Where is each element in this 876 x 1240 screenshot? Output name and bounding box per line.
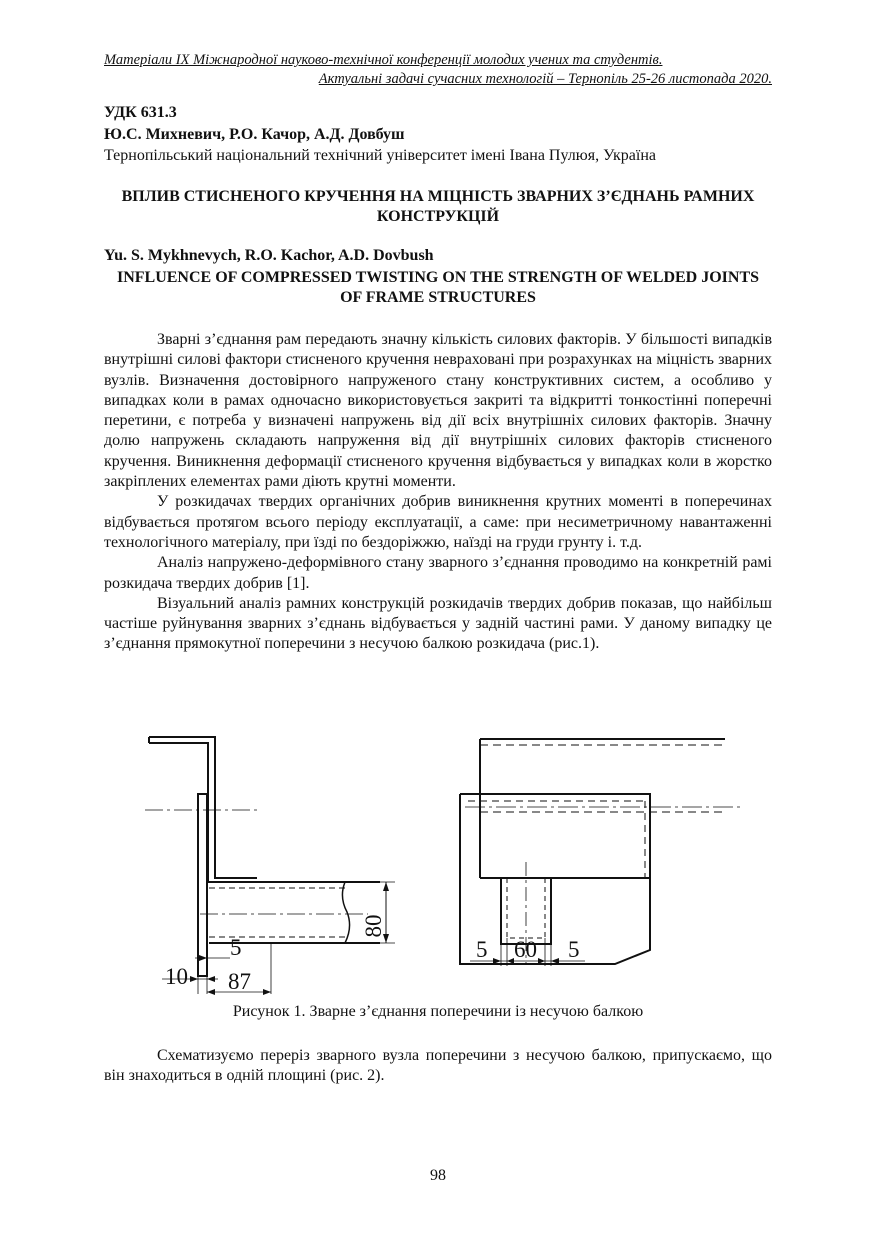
figure-caption: Рисунок 1. Зварне з’єднання поперечини із несучою балкою <box>232 1003 644 1020</box>
title-ua: ВПЛИВ СТИСНЕНОГО КРУЧЕННЯ НА МІЦНІСТЬ ЗВАРНИХ З’ЄДНАНЬ РАМНИХ КОНСТРУКЦІЙ <box>121 188 755 225</box>
dim-label-5-right-a: 5 <box>476 937 488 962</box>
bracket-outline <box>149 737 257 878</box>
bracket-inner <box>149 743 257 882</box>
affiliation: Тернопільський національний технічний університет імені Івана Пулюя, Україна <box>104 147 656 164</box>
paragraph: Аналіз напружено-деформівного стану зварного з’єднання проводимо на конкретній рамі розкидача твердих добрив [1]. <box>104 554 772 592</box>
dim-label-87: 87 <box>228 969 251 994</box>
dim-label-10: 10 <box>165 964 188 989</box>
dim-label-80: 80 <box>361 914 386 938</box>
plate <box>198 794 207 976</box>
dim-label-5-left: 5 <box>230 935 242 960</box>
dim-label-60: 60 <box>514 937 537 962</box>
paragraph: Схематизуємо переріз зварного вузла поперечини з несучою балкою, припускаємо, що він знаходиться в одній площині (рис. 2). <box>104 1047 772 1085</box>
page-number: 98 <box>430 1167 446 1184</box>
conference-header-line1: Матеріали IX Міжнародної науково-технічної конференції молодих учених та студентів. <box>104 52 663 68</box>
body-text-after <box>104 1046 772 1087</box>
body-text <box>104 330 772 655</box>
conference-header-line2: Актуальні задачі сучасних технологій – Тернопіль 25-26 листопада 2020. <box>318 71 772 87</box>
paragraph: У розкидачах твердих органічних добрив виникнення крутних моменті в поперечинах відбувається протягом всього періоду експлуатації, а саме: при несиметричному навантаженні технологічного матеріалу, при їзді по бездоріжжю, наїзді на груди грунту і. т.д. <box>104 493 772 551</box>
dim-label-5-right-b: 5 <box>568 937 580 962</box>
udk-code: УДК 631.3 <box>104 104 177 121</box>
right-view <box>460 739 740 966</box>
left-view <box>145 737 395 995</box>
figure-weld-joint-drawing <box>140 732 740 997</box>
title-en: INFLUENCE OF COMPRESSED TWISTING ON THE STRENGTH OF WELDED JOINTS OF FRAME STRUCTURES <box>116 269 760 306</box>
paragraph: Візуальний аналіз рамних конструкцій розкидачів твердих добрив показав, що найбільш частіше руйнування зварних з’єднань відбувається у задній частині рами. У даному випадку це з’єднання прямокутної поперечини з несучою балкою розкидача (рис.1). <box>104 594 772 653</box>
authors-en: Yu. S. Mykhnevych, R.O. Kachor, A.D. Dovbush <box>104 247 434 264</box>
paragraph: Зварні з’єднання рам передають значну кількість силових факторів. У більшості випадків внутрішні силові фактори стисненого кручення невраховані при розрахунках на міцність зварних вузлів. Визначення достовірного напруженого стану конструктивних систем, а особливо у випадках коли в рамах одночасно використовується закриті та відкритті тонкостінні поперечні перетини, є потреба у визначені напружень від дії всіх внутрішніх силових факторів. Значну долю напружень складають напруження від дії внутрішніх силових факторів стисненого кручення. Виникнення деформації стисненого кручення відбувається у випадках коли в жорстко закріплених елементах рами діють крутні моменти. <box>104 331 772 491</box>
authors-ua: Ю.С. Михневич, Р.О. Качор, А.Д. Довбуш <box>104 126 405 143</box>
